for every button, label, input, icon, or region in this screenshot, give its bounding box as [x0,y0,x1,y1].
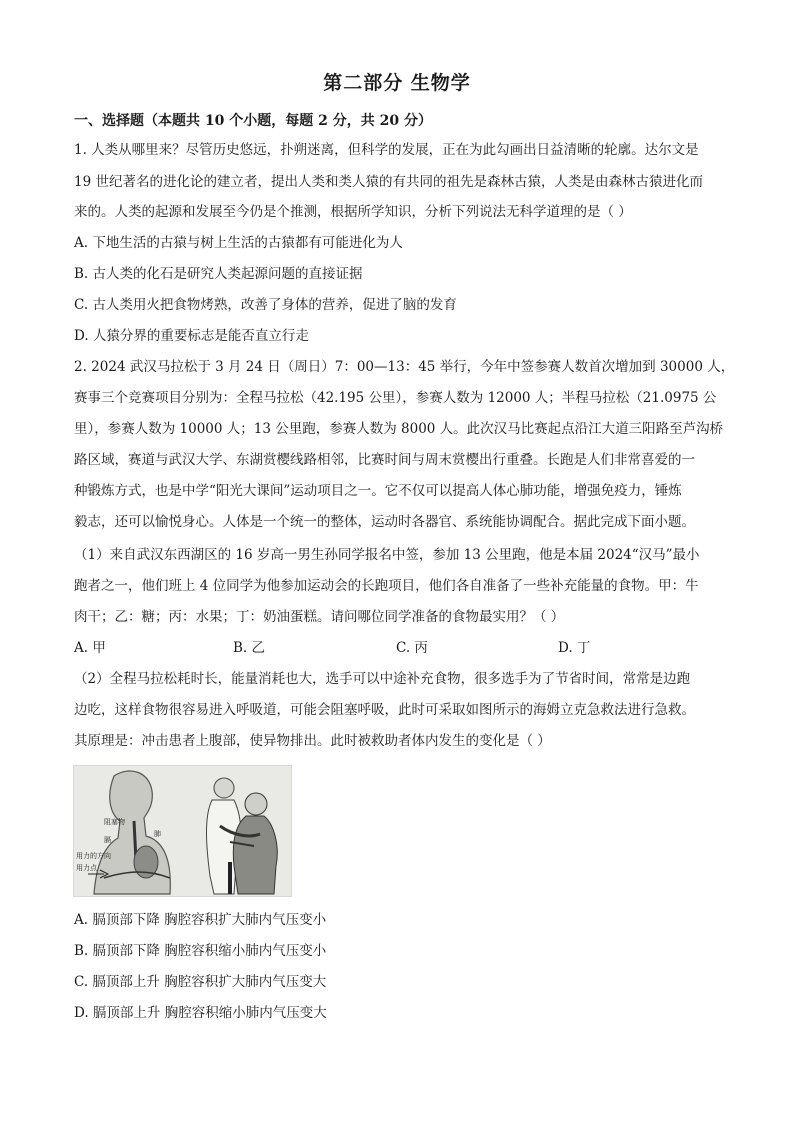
q2-2-stem-line: （2）全程马拉松耗时长，能量消耗也大，选手可以中途补充食物，很多选手为了节省时间，常常是边跑 [74,671,691,687]
q2-2-stem-line: 边吃，这样食物很容易进入呼吸道，可能会阻塞呼吸，此时可采取如图所示的海姆立克急救法进行急救。 [74,702,695,718]
q1-option-d: D. 人猿分界的重要标志是能否直立行走 [74,328,309,344]
q2-2-stem-line: 其原理是：冲击患者上腹部，使异物排出。此时被救助者体内发生的变化是（ ） [74,733,551,749]
q1-option-b: B. 古人类的化石是研究人类起源问题的直接证据 [74,266,363,282]
q2-stem-line: 毅志，还可以愉悦身心。人体是一个统一的整体，运动时各器官、系统能协调配合。据此完成下面小题。 [74,514,695,530]
q2-stem-line: 里），参赛人数为 10000 人；13 公里跑，参赛人数为 8000 人。此次汉马比赛起点沿江大道三阳路至芦沟桥 [74,421,724,437]
q2-1-stem-line: 肉干；乙：糖；丙：水果；丁：奶油蛋糕。请问哪位同学准备的食物最实用？（ ） [74,609,565,625]
q2-1-option-c: C. 丙 [396,640,428,656]
q2-stem-line: 路区域，赛道与武汉大学、东湖赏樱线路相邻，比赛时间与周末赏樱出行重叠。长跑是人们非常喜爱的一 [74,452,695,468]
page-title: 第二部分 生物学 [323,72,471,94]
figure-label-obstruction: 阻塞物 [104,818,125,826]
section-heading: 一、选择题（本题共 10 个小题，每题 2 分，共 20 分） [74,113,432,129]
q2-1-option-d: D. 丁 [558,640,591,656]
q2-2-option-d: D. 膈顶部上升 胸腔容积缩小肺内气压变大 [74,1005,327,1021]
figure-label-diaphragm: 膈 [104,836,111,844]
q2-stem-line: 种锻炼方式，也是中学“阳光大课间”运动项目之一。它不仅可以提高人体心肺功能，增强免疫力，锤炼 [74,483,682,499]
heimlich-illustration [74,766,291,896]
figure-label-lung: 肺 [154,830,161,838]
figure-label-force-direction: 用力的方向 [76,852,111,860]
heimlich-maneuver-figure [73,765,292,897]
q1-option-a: A. 下地生活的古猿与树上生活的古猿都有可能进化为人 [74,235,403,251]
q2-1-option-a: A. 甲 [74,640,106,656]
q2-1-stem-line: 跑者之一，他们班上 4 位同学为他参加运动会的长跑项目，他们各自准备了一些补充能量的食物。甲：牛 [74,578,699,594]
figure-label-force-point: 用力点 [76,864,97,872]
q2-1-stem-line: （1）来自武汉东西湖区的 16 岁高一男生孙同学报名中签，参加 13 公里跑，他是本届 2024“汉马”最小 [74,547,700,563]
q1-stem-line: 来的。人类的起源和发展至今仍是个推测，根据所学知识，分析下列说法无科学道理的是（ ） [74,204,632,220]
q2-stem-line: 2. 2024 武汉马拉松于 3 月 24 日（周日）7：00—13：45 举行，今年中签参赛人数首次增加到 30000 人， [74,359,735,375]
q1-stem-line: 1. 人类从哪里来？尽管历史悠远，扑朔迷离，但科学的发展，正在为此勾画出日益清晰的轮廓。达尔文是 [74,142,699,158]
q2-stem-line: 赛事三个竞赛项目分别为：全程马拉松（42.195 公里），参赛人数为 12000 人；半程马拉松（21.0975 公 [74,390,717,406]
q1-option-c: C. 古人类用火把食物烤熟，改善了身体的营养，促进了脑的发育 [74,297,457,313]
q2-1-option-b: B. 乙 [233,640,266,656]
q2-2-option-c: C. 膈顶部上升 胸腔容积扩大肺内气压变大 [74,974,327,990]
q2-2-option-a: A. 膈顶部下降 胸腔容积扩大肺内气压变小 [74,912,327,928]
q2-2-option-b: B. 膈顶部下降 胸腔容积缩小肺内气压变小 [74,943,327,959]
q1-stem-line: 19 世纪著名的进化论的建立者，提出人类和类人猿的有共同的祖先是森林古猿，人类是由森林古猿进化而 [74,174,703,190]
